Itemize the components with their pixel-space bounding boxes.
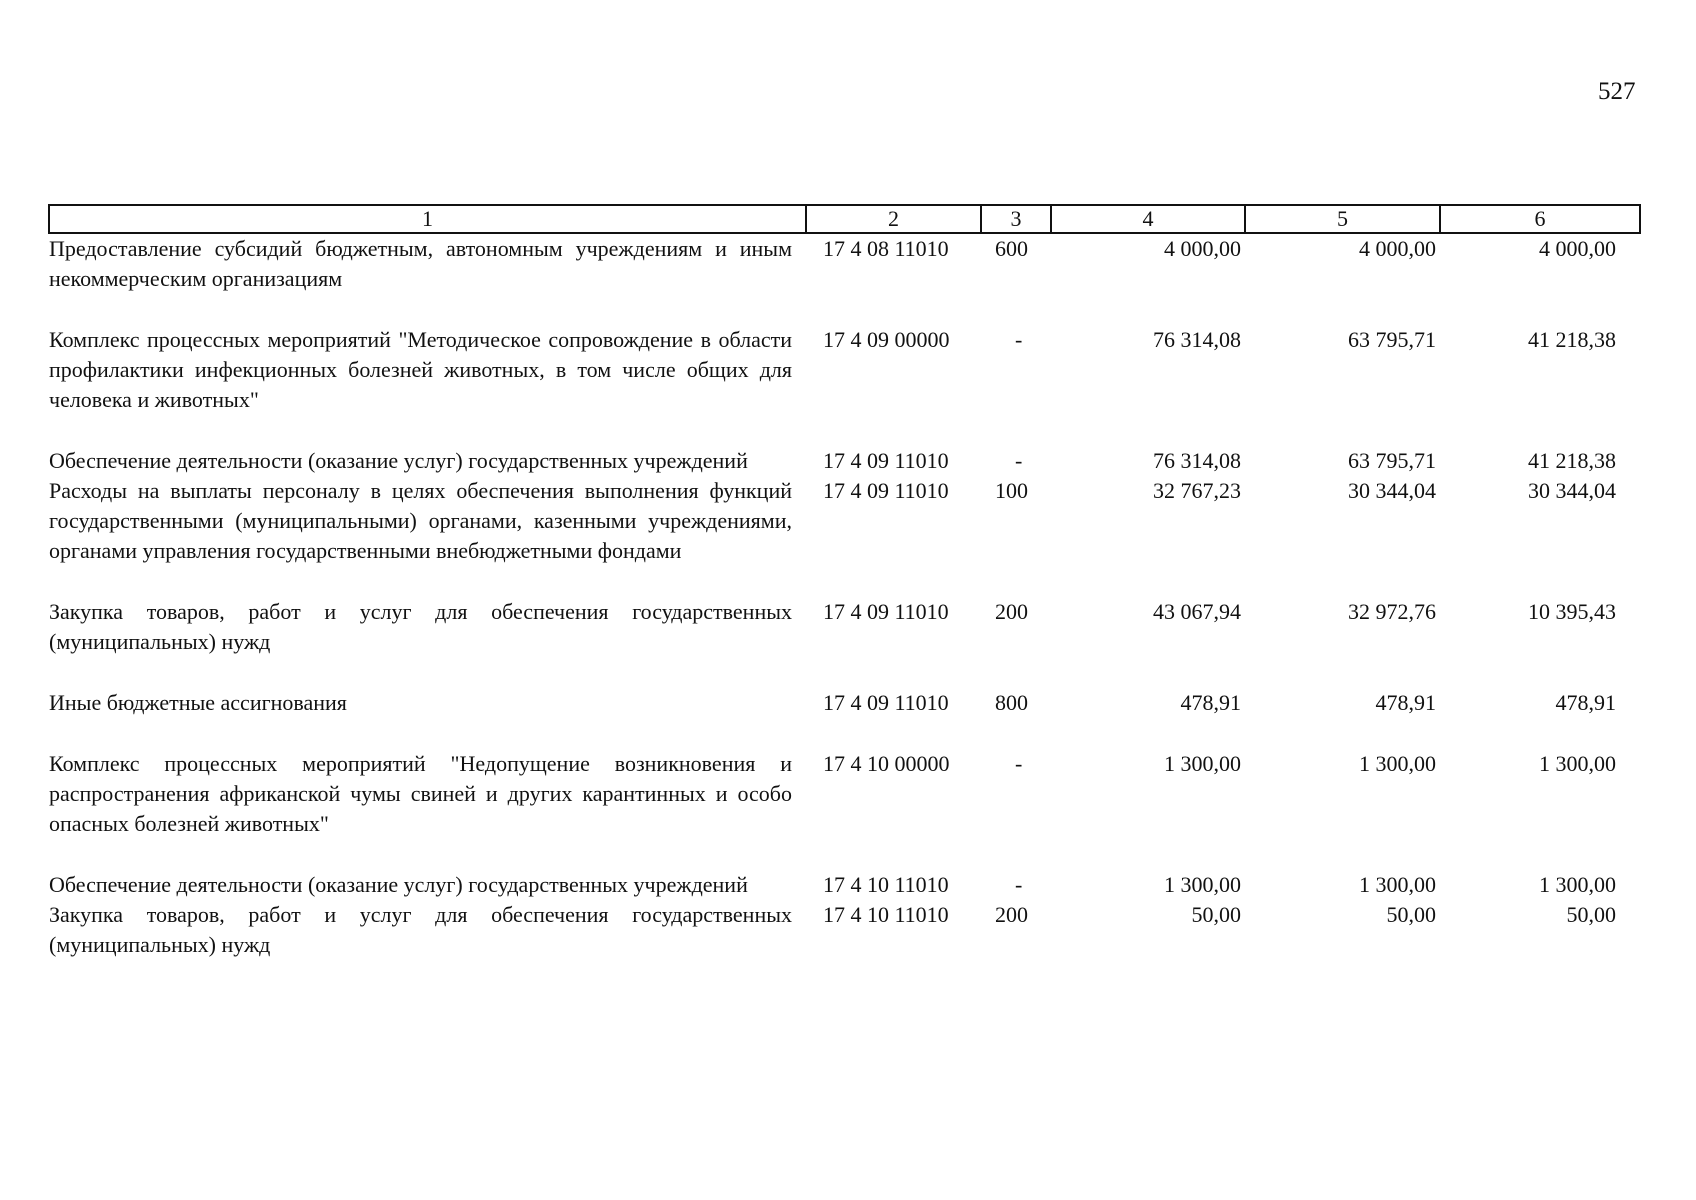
row-value-6: 10 395,43	[1528, 599, 1616, 624]
row-expense-type: 200	[995, 599, 1028, 624]
row-value-6: 30 344,04	[1528, 478, 1616, 503]
row-code: 17 4 10 11010	[823, 902, 949, 927]
row-name: Иные бюджетные ассигнования	[49, 690, 347, 715]
table-row	[49, 446, 1640, 476]
row-value-5: 1 300,00	[1359, 751, 1436, 776]
row-name: Расходы на выплаты персоналу в целях обеспечения выполнения функций государственными (муниципальными) органами, казенными учреждениями, органами управления государственными внебюджетными фондами	[49, 478, 792, 563]
row-value-6: 4 000,00	[1539, 236, 1616, 261]
row-expense-type: 200	[995, 902, 1028, 927]
row-value-5: 63 795,71	[1348, 327, 1436, 352]
row-value-6: 50,00	[1566, 902, 1616, 927]
row-code: 17 4 09 11010	[823, 448, 949, 473]
row-name: Комплекс процессных мероприятий "Недопущение возникновения и распространения африканской чумы свиней и других карантинных и особо опасных болезней животных"	[49, 751, 792, 836]
row-value-5: 63 795,71	[1348, 448, 1436, 473]
row-code: 17 4 09 11010	[823, 478, 949, 503]
row-value-4: 1 300,00	[1164, 751, 1241, 776]
row-code: 17 4 09 00000	[823, 327, 950, 352]
row-value-4: 4 000,00	[1164, 236, 1241, 261]
page-number: 527	[1598, 78, 1636, 105]
row-value-6: 1 300,00	[1539, 872, 1616, 897]
row-value-4: 1 300,00	[1164, 872, 1241, 897]
row-expense-type: 800	[995, 690, 1028, 715]
row-value-5: 478,91	[1375, 690, 1436, 715]
table-body	[49, 233, 1640, 960]
row-expense-type: 100	[995, 478, 1028, 503]
row-value-5: 30 344,04	[1348, 478, 1436, 503]
row-name: Предоставление субсидий бюджетным, автономным учреждениям и иным некоммерческим организациям	[49, 236, 792, 291]
table-row	[49, 476, 1640, 597]
row-value-4: 32 767,23	[1153, 478, 1241, 503]
row-name: Комплекс процессных мероприятий "Методическое сопровождение в области профилактики инфекционных болезней животных, в том числе общих для человека и животных"	[49, 327, 792, 412]
row-code: 17 4 09 11010	[823, 690, 949, 715]
row-value-5: 1 300,00	[1359, 872, 1436, 897]
header-row	[49, 205, 1640, 233]
table-row	[49, 325, 1640, 446]
header-col-3: 3	[981, 205, 1051, 233]
row-value-6: 1 300,00	[1539, 751, 1616, 776]
row-value-4: 76 314,08	[1153, 448, 1241, 473]
row-value-5: 4 000,00	[1359, 236, 1436, 261]
header-col-1: 1	[49, 205, 806, 233]
row-value-5: 50,00	[1386, 902, 1436, 927]
row-value-4: 43 067,94	[1153, 599, 1241, 624]
row-value-6: 41 218,38	[1528, 327, 1616, 352]
row-value-6: 478,91	[1555, 690, 1616, 715]
table-row	[49, 597, 1640, 688]
row-expense-type: -	[1015, 327, 1023, 352]
header-col-6: 6	[1440, 205, 1640, 233]
row-expense-type: -	[1015, 751, 1023, 776]
row-name: Закупка товаров, работ и услуг для обеспечения государственных (муниципальных) нужд	[49, 599, 792, 654]
table-row	[49, 688, 1640, 749]
row-expense-type: 600	[995, 236, 1028, 261]
row-code: 17 4 09 11010	[823, 599, 949, 624]
row-code: 17 4 10 11010	[823, 872, 949, 897]
row-name: Обеспечение деятельности (оказание услуг) государственных учреждений	[49, 448, 748, 473]
row-name: Закупка товаров, работ и услуг для обеспечения государственных (муниципальных) нужд	[49, 902, 792, 957]
row-value-4: 76 314,08	[1153, 327, 1241, 352]
table-row	[49, 900, 1640, 960]
row-expense-type: -	[1015, 872, 1023, 897]
row-value-5: 32 972,76	[1348, 599, 1436, 624]
table-row	[49, 870, 1640, 900]
row-value-4: 50,00	[1191, 902, 1241, 927]
header-col-4: 4	[1051, 205, 1245, 233]
table-row	[49, 749, 1640, 870]
row-code: 17 4 08 11010	[823, 236, 949, 261]
row-value-4: 478,91	[1180, 690, 1241, 715]
header-col-5: 5	[1245, 205, 1440, 233]
row-value-6: 41 218,38	[1528, 448, 1616, 473]
table-header	[49, 205, 1640, 233]
row-expense-type: -	[1015, 448, 1023, 473]
row-name: Обеспечение деятельности (оказание услуг) государственных учреждений	[49, 872, 748, 897]
header-col-2: 2	[806, 205, 981, 233]
budget-table	[48, 204, 1641, 960]
row-code: 17 4 10 00000	[823, 751, 950, 776]
table-row	[49, 233, 1640, 325]
